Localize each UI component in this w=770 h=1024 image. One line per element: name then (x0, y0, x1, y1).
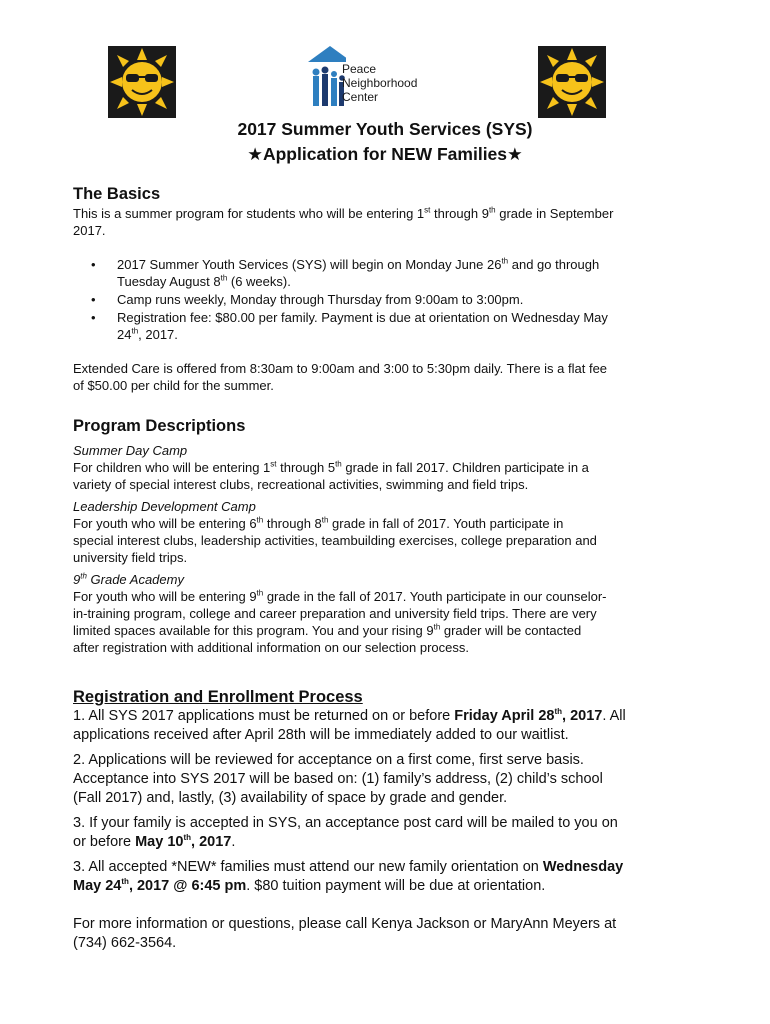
bold-text: Friday April 28 (454, 708, 555, 724)
text: Camp runs weekly, Monday through Thursday from 9:00am to 3:00pm. (117, 292, 524, 307)
sup: th (554, 707, 563, 717)
text: This is a summer program for students who will be entering 1 (73, 206, 425, 221)
text: university field trips. (73, 550, 188, 565)
sup: th (121, 877, 129, 887)
text: grade in fall of 2017. Youth participate in (328, 516, 564, 531)
peace-neighborhood-center-logo (306, 44, 446, 114)
text: For children who will be entering 1 (73, 460, 271, 475)
text: or before (73, 834, 136, 850)
registration-step (73, 858, 705, 896)
text: (6 weeks). (227, 274, 291, 289)
document-title: 2017 Summer Youth Services (SYS) (237, 119, 533, 139)
sup: th (183, 833, 192, 843)
text: special interest clubs, leadership activities, teambuilding exercises, college preparation and (73, 533, 597, 548)
text: grade in the fall of 2017. Youth participate in our counselor- (263, 589, 607, 604)
logo-text (342, 62, 417, 104)
text: in-training program, college and career preparation and university field trips. There are very (73, 606, 597, 621)
text: grader will be contacted (440, 623, 582, 638)
text: Acceptance into SYS 2017 will be based on: (1) family’s address, (2) child’s school (73, 771, 603, 787)
text: applications received after April 28th will be immediately added to our waitlist. (73, 727, 569, 743)
sup: th (335, 459, 342, 469)
basics-intro (73, 205, 705, 239)
text: Extended Care is offered from 8:30am to 9:00am and 3:00 to 5:30pm daily. There is a flat fee (73, 361, 608, 376)
registration-step (73, 707, 705, 745)
text: Grade Academy (86, 572, 184, 587)
logo-line-3: Center (342, 90, 379, 104)
sun-sunglasses-icon (108, 46, 176, 118)
logo-line-1: Peace (342, 62, 377, 76)
text: 2017 Summer Youth Services (SYS) will begin on Monday June 26 (117, 257, 502, 272)
text: . All (602, 708, 626, 724)
sup: th (256, 588, 264, 598)
text: 2. Applications will be reviewed for acceptance on a first come, first serve basis. (73, 752, 584, 768)
bold-text: , 2017 (191, 834, 232, 850)
text: For youth who will be entering 6 (73, 516, 257, 531)
text: of $50.00 per child for the summer. (73, 378, 274, 393)
text: limited spaces available for this program. You and your rising 9 (73, 623, 434, 638)
text: (734) 662-3564. (73, 935, 177, 951)
text: after registration with additional information on our selection process. (73, 640, 469, 655)
text: through 9 (430, 206, 489, 221)
registration-heading: Registration and Enrollment Process (73, 688, 363, 706)
text: Tuesday August 8 (117, 274, 221, 289)
text: 24 (117, 327, 132, 342)
contact-info (73, 915, 705, 953)
bold-text: May 24 (73, 878, 122, 894)
program-description (73, 459, 705, 493)
text: 3. If your family is accepted in SYS, an acceptance post card will be mailed to you on (73, 815, 618, 831)
basics-section (73, 185, 705, 394)
sun-sunglasses-icon (538, 46, 606, 118)
text: 1. All SYS 2017 applications must be returned on or before (73, 708, 455, 724)
text: For more information or questions, please call Kenya Jackson or MaryAnn Meyers at (73, 916, 617, 932)
basics-heading: The Basics (73, 185, 161, 203)
registration-section (73, 688, 705, 953)
text: Registration fee: $80.00 per family. Payment is due at orientation on Wednesday May (117, 310, 608, 325)
program-title: Summer Day Camp (73, 443, 188, 458)
document-subtitle: ★Application for NEW Families★ (247, 144, 523, 164)
bold-text: , 2017 @ 6:45 pm (128, 878, 247, 894)
program-description (73, 515, 705, 566)
list-item (73, 256, 705, 290)
text: through 8 (263, 516, 322, 531)
text: , 2017. (138, 327, 178, 342)
sup: th (220, 273, 228, 283)
text: and go through (508, 257, 600, 272)
text: grade in fall 2017. Children participate in a (341, 460, 589, 475)
registration-step (73, 751, 705, 808)
bold-text: Wednesday (542, 859, 624, 875)
house-people-icon (306, 44, 346, 110)
sup: th (488, 205, 496, 215)
text: 2017. (73, 223, 106, 238)
program-description (73, 588, 705, 656)
sup: st (424, 205, 431, 215)
sup: th (256, 515, 264, 525)
text: 3. All accepted *NEW* families must attend our new family orientation on (73, 859, 543, 875)
text: . $80 tuition payment will be due at orientation. (246, 878, 546, 894)
sup: th (321, 515, 329, 525)
program-title (73, 571, 705, 588)
sup: st (270, 459, 277, 469)
text: through 5 (276, 460, 336, 475)
bold-text: , 2017 (562, 708, 603, 724)
extended-care-text (73, 360, 705, 394)
list-item (73, 309, 705, 343)
program-title: Leadership Development Camp (73, 499, 256, 514)
text: grade in September (495, 206, 614, 221)
bold-text: May 10 (135, 834, 184, 850)
registration-step (73, 814, 705, 852)
sup: th (131, 326, 139, 336)
basics-list (73, 256, 705, 343)
logo-line-2: Neighborhood (342, 76, 418, 90)
sup: th (433, 622, 441, 632)
programs-section (73, 417, 705, 656)
text: variety of special interest clubs, recreational activities, swimming and field trips. (73, 477, 529, 492)
text: (Fall 2017) and, lastly, (3) availability of space by grade and gender. (73, 790, 508, 806)
programs-heading: Program Descriptions (73, 417, 246, 435)
list-item (73, 291, 705, 308)
sup: th (501, 256, 509, 266)
text: For youth who will be entering 9 (73, 589, 257, 604)
sup: th (80, 571, 87, 581)
text: . (231, 834, 236, 850)
text: 9 (73, 572, 81, 587)
